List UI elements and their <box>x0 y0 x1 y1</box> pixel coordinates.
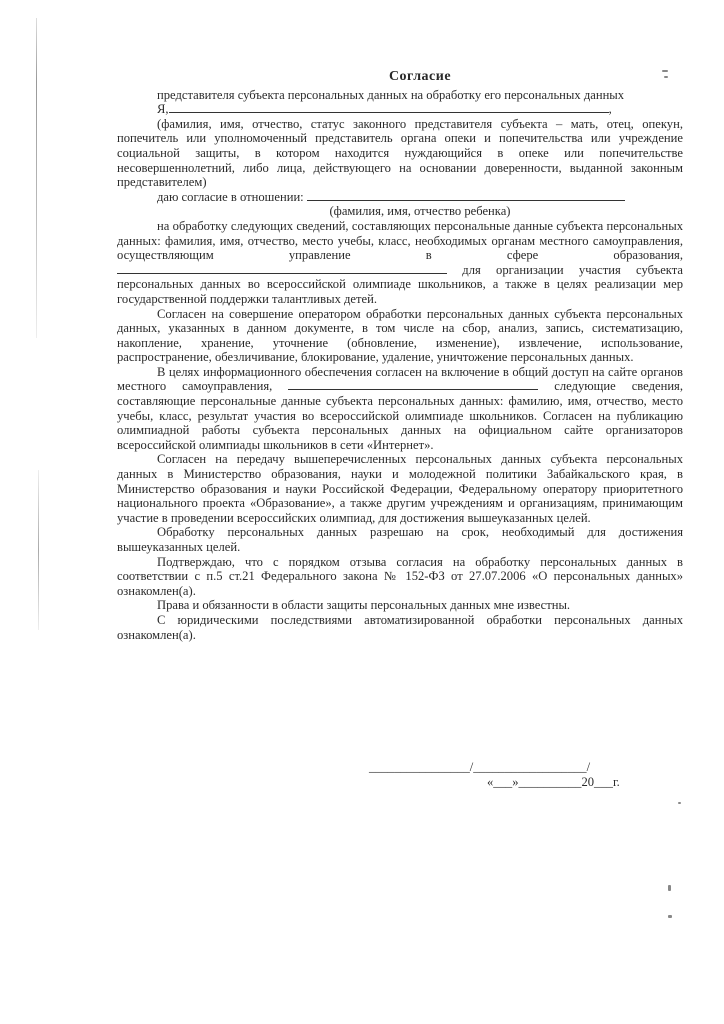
representative-line: Я, , <box>157 102 612 117</box>
signature-line[interactable]: ________________/__________________/ <box>369 760 591 774</box>
child-note: (фамилия, имя, отчество ребенка) <box>329 204 511 219</box>
paragraph-legal-consequences: С юридическими последствиями автоматизированной обработки персональных данных ознакомлен(а). <box>117 612 683 642</box>
authority-name-field[interactable] <box>117 263 447 274</box>
paragraph-retention-period: Обработку персональных данных разрешаю на срок, необходимый для достижения вышеуказанных целей. <box>117 525 683 554</box>
date-line[interactable]: «___»__________20___г. <box>487 775 620 789</box>
paragraph-processing-consent: Согласен на совершение оператором обработки персональных данных субъекта персональных данных, указанных в данном документе, в том числе на сбор, анализ, запись, систематизацию, накопление, хранение, уточнение (обновление, изменение), извлечение, использование, распространение, обезличивание, блокирование, удаление, уничтожение персональных данных. <box>117 306 683 365</box>
paragraph-public-access-end: следующие сведения, составляющие персональные данные субъекта персональных данных: фамилию, имя, отчество, место учебы, класс, результат участия во всероссийской олимпиаде школьников. Согласен на публикацию олимпиадной работы субъекта персональных данных на официальном сайте организаторов всероссийской олимпиады школьников в сети «Интернет». <box>117 379 683 452</box>
consent-document <box>117 70 683 642</box>
ya-label: Я, <box>157 102 169 117</box>
document-subtitle: представителя субъекта персональных данных на обработку его персональных данных <box>157 87 625 102</box>
child-name-field[interactable] <box>307 190 625 201</box>
paragraph-data-list-start: на обработку следующих сведений, составляющих персональные данные субъекта персональных данных: фамилия, имя, отчество, место учебы, класс, необходимых органам местного самоуправления, осуществляющим управление в сфере образования, <box>117 218 683 263</box>
signature-block <box>369 760 669 790</box>
scan-speck <box>668 885 671 891</box>
paragraph-public-access <box>117 365 683 453</box>
paragraph-withdrawal-procedure: Подтверждаю, что с порядком отзыва согласия на обработку персональных данных в соответствии с п.5 ст.21 Федерального закона № 152-ФЗ от 27.07.2006 «О персональных данных» ознакомлен(а). <box>117 554 683 598</box>
representative-name-field[interactable] <box>169 102 609 113</box>
paragraph-public-access-start: В целях информационного обеспечения согласен на включение в общий доступ на сайте органов местного самоуправления, <box>117 364 683 394</box>
scan-speck <box>678 802 681 804</box>
scan-speck <box>668 915 672 918</box>
consent-regarding-line <box>117 190 683 205</box>
scan-edge-mark <box>36 18 37 338</box>
scan-edge-mark <box>38 470 39 630</box>
consent-regarding-label: даю согласие в отношении: <box>157 189 304 204</box>
paragraph-data-list <box>117 219 683 307</box>
paragraph-data-list-end: для организации участия субъекта персональных данных во всероссийской олимпиаде школьников, а также в целях реализации мер государственной поддержки талантливых детей. <box>117 262 683 306</box>
paragraph-transfer-consent: Согласен на передачу вышеперечисленных персональных данных субъекта персональных данных в Министерство образования, науки и молодежной политики Забайкальского края, в Министерство образования и науки Российской Федерации, Федеральному оператору приоритетного национального проекта «Образование», а также другим учреждениям и организациям, принимающим участие в проведении всероссийских олимпиад, для достижения вышеуказанных целей. <box>117 452 683 525</box>
representative-note: (фамилия, имя, отчество, статус законного представителя субъекта – мать, отец, опекун, попечитель или уполномоченный представитель органа опеки и попечительства или учреждение социальной защиты, в котором находится нуждающийся в опеке или попечительстве несовершеннолетний, либо лица, действующего на основании доверенности, выданной законным представителем) <box>117 116 683 190</box>
document-title: Согласие <box>388 69 452 84</box>
website-field[interactable] <box>288 379 538 390</box>
paragraph-rights: Права и обязанности в области защиты персональных данных мне известны. <box>157 598 571 613</box>
